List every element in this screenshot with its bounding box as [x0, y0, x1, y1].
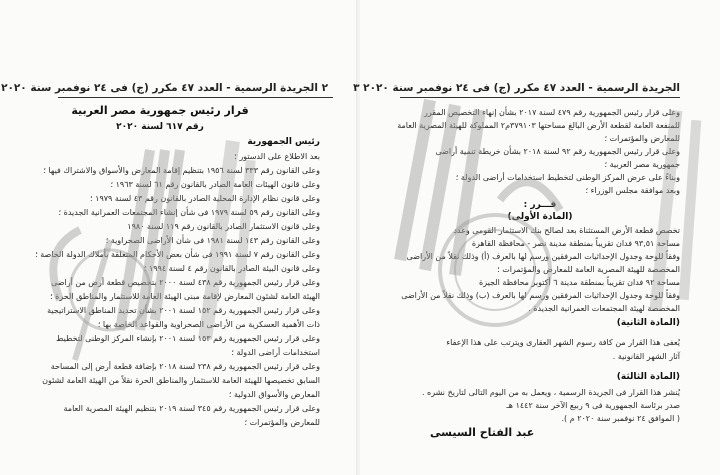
right-line: المخصصة للهيئة المصرية العامة للمعارض والمؤتمرات ؛	[497, 265, 680, 274]
left-line: بعد الاطلاع على الدستور ؛	[234, 152, 320, 161]
left-line: استخدامات أراضى الدولة ؛	[231, 348, 320, 357]
right-line: وبناءً على عرض المركز الوطنى لتخطيط استخدامات أراضى الدولة ؛	[455, 173, 680, 182]
left-line: الهيئة العامة لشئون المعارض لإقامة مبنى الهيئة العامة للاستثمار والمناطق الحرة ؛	[50, 292, 320, 301]
left-line: وعلى القانون رقم ٥٩ لسنة ١٩٧٩ فى شأن إنشاء المجتمعات العمرانية الجديدة ؛	[58, 208, 320, 217]
left-head-rule	[58, 97, 333, 98]
signature: عبد الفتاح السيسى	[430, 426, 535, 439]
left-line: وعلى قانون البيئة الصادر بالقانون رقم ٤ لسنة ١٩٩٤ ؛	[143, 264, 320, 273]
right-line: مساحة ٩٢ فدان تقريباً بمنطقة مدينة ٦ أكتوبر محافظة الجيزة	[479, 278, 680, 287]
right-line: للمعارض والمؤتمرات ؛	[604, 134, 680, 143]
left-line: المعارض والأسواق الدولية ؛	[228, 390, 320, 399]
right-head-rule	[400, 97, 680, 98]
left-line: وعلى قرار رئيس الجمهورية رقم ٢٣٨ لسنة ٢٠١٨ بإضافة قطعة أرض إلى المساحة	[50, 362, 320, 371]
issuer-heading: رئيس الجمهورية	[247, 137, 320, 147]
right-page	[353, 0, 720, 475]
decree-title: قرار رئيس جمهورية مصر العربية	[71, 104, 249, 117]
right-line: وفقاً للوحة وجدول الإحداثيات المرفقين ورسم لها بالعرف (أ) وذلك نقلاً من الأراضى	[406, 252, 680, 261]
decree-number: رقم ٦١٧ لسنة ٢٠٢٠	[116, 122, 204, 132]
right-line: مساحة ٩٣,٥١ فدان تقريباً بمنطقة مدينة نصر - محافظة القاهرة	[471, 239, 680, 248]
left-line: ذات الأهمية العسكرية من الأراضى الصحراوية والقواعد الخاصة بها ؛	[97, 320, 320, 329]
left-line: وعلى قرار رئيس الجمهورية رقم ١٥٣ لسنة ٢٠٠١ بإنشاء المركز الوطنى لتخطيط	[56, 334, 320, 343]
right-line: يُعفى هذا القرار من كافة رسوم الشهر العقارى ويترتب على هذا الإعفاء	[446, 338, 680, 347]
left-line: وعلى قانون نظام الإدارة المحلية الصادر بالقانون رقم ٤٣ لسنة ١٩٧٩ ؛	[90, 194, 320, 203]
article-1-heading: (المادة الأولى)	[507, 212, 573, 222]
right-line: وعلى قرار رئيس الجمهورية رقم ٤٧٩ لسنة ٢٠١٧ بشأن إنهاء التخصيص المقرر	[424, 108, 680, 117]
left-line: وعلى قرار رئيس الجمهورية رقم ٣٤٥ لسنة ٢٠١٩ بتنظيم الهيئة المصرية العامة	[63, 404, 320, 413]
right-line: يُنشر هذا القرار فى الجريدة الرسمية ، ويعمل به من اليوم التالى لتاريخ نشره .	[421, 388, 680, 397]
right-line: وفقاً للوحة وجدول الإحداثيات المرفقين ورسم لها بالعرف (ب) وذلك نقلاً من الأراضى	[401, 291, 680, 300]
right-line: وبعد موافقة مجلس الوزراء ؛	[585, 186, 680, 195]
decided-heading: قـــرر :	[523, 200, 557, 210]
right-line: وعلى قرار رئيس الجمهورية رقم ٩٢ لسنة ٢٠١٨ بشأن خريطة تنمية أراضى	[435, 147, 680, 156]
left-line: السابق تخصيصها للهيئة العامة للاستثمار والمناطق الحرة نقلاً من الهيئة العامة لشئون	[42, 376, 320, 385]
left-line: وعلى قانون الاستثمار الصادر بالقانون رقم ١١٩ لسنة ١٩٨٠	[127, 222, 320, 231]
right-running-head: الجريدة الرسمية - العدد ٤٧ مكرر (ج) فى ٢٤ نوفمبر سنة ٢٠٢٠ ٣	[353, 82, 680, 94]
left-line: وعلى القانون رقم ٣٣٣ لسنة ١٩٥٦ بتنظيم إقامة المعارض والأسواق والاشتراك فيها ؛	[43, 166, 320, 175]
right-line: تخصص قطعة الأرض المستثناة بعد لصالح بنك الاستثمار القومى وعدد	[453, 226, 680, 235]
left-line: للمعارض والمؤتمرات ؛	[244, 418, 320, 427]
right-line: جمهورية مصر العربية ؛	[604, 160, 680, 169]
right-line: ( الموافق ٢٤ نوفمبر سنة ٢٠٢٠ م ).	[561, 414, 680, 423]
article-3-heading: (المادة الثالثة)	[616, 372, 680, 382]
left-line: وعلى القانون رقم ٧ لسنة ١٩٩١ فى شأن بعض الأحكام المتعلقة بأملاك الدولة الخاصة ؛	[35, 250, 320, 259]
right-line: آثار الشهر القانونية .	[612, 352, 680, 361]
right-line: صدر برئاسة الجمهورية فى ٩ ربيع الآخر سنة ١٤٤٢ هـ	[506, 401, 680, 410]
left-line: وعلى القانون رقم ١٤٣ لسنة ١٩٨١ فى شأن الأراضى الصحراوية ؛	[105, 236, 320, 245]
right-line: للمنفعة العامة لقطعة الأرض البالغ مساحتها ٣٧٩١٠٣م٢ المملوكة للهيئة المصرية العامة	[397, 121, 680, 130]
right-line: المخصصة لهيئة المجتمعات العمرانية الجديدة .	[528, 304, 680, 313]
left-line: وعلى قرار رئيس الجمهورية رقم ١٥٢ لسنة ٢٠٠١ بشأن تحديد المناطق الاستراتيجية	[47, 306, 320, 315]
left-line: وعلى قرار رئيس الجمهورية رقم ٤٣٨ لسنة ٢٠٠٠ بتخصيص قطعة أرض من أراضى	[51, 278, 320, 287]
article-2-heading: (المادة الثانية)	[616, 318, 680, 328]
left-running-head: ٢ الجريدة الرسمية - العدد ٤٧ مكرر (ج) فى ٢٤ نوفمبر سنة ٢٠٢٠	[1, 82, 328, 94]
left-line: وعلى قانون الهيئات العامة الصادر بالقانون رقم ٦١ لسنة ١٩٦٣ ؛	[110, 180, 320, 189]
